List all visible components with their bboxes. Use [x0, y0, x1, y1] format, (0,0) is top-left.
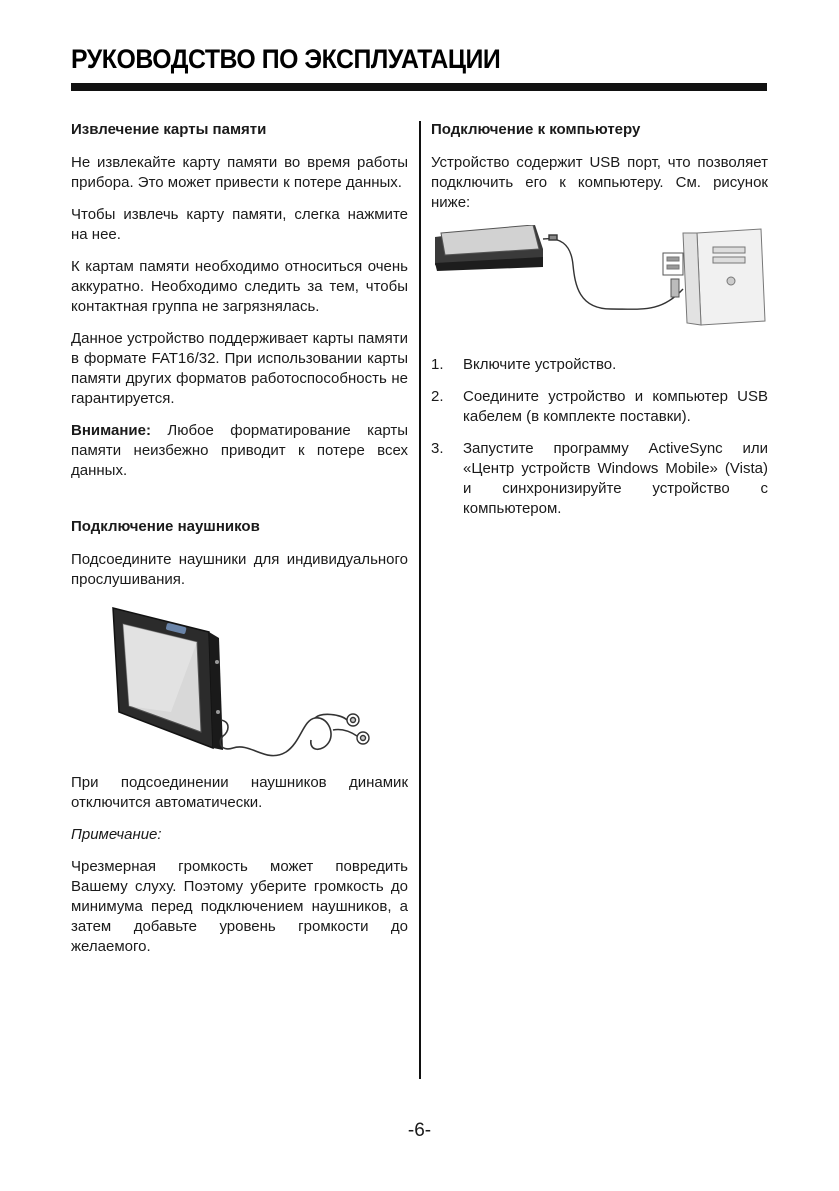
step-number: 1. [431, 356, 444, 373]
step-item [431, 439, 768, 519]
step-text: Запустите программу ActiveSync или «Центр устройств Windows Mobile» (Vista) и синхронизируйте устройство с компьютером. [463, 440, 768, 517]
left-column [71, 120, 408, 969]
page-title: РУКОВОДСТВО ПО ЭКСПЛУАТАЦИИ [71, 44, 501, 74]
headphone-cable-illustration [220, 714, 357, 755]
earbuds-illustration [347, 714, 369, 744]
device-illustration [435, 225, 543, 271]
device-illustration [113, 608, 223, 750]
note-text: Чрезмерная громкость может повредить Вашему слуху. Поэтому уберите громкость до минимума перед подключением наушников, а затем добавьте уровень громкости до желаемого. [71, 858, 408, 955]
memory-card-section [71, 120, 408, 481]
memory-card-paragraph: Не извлекайте карту памяти во время работы прибора. Это может привести к потере данных. [71, 154, 408, 191]
warning-text: Любое форматирование карты памяти неизбежно приводит к потере всех данных. [71, 422, 408, 479]
memory-card-paragraph: К картам памяти необходимо относиться очень аккуратно. Необходимо следить за тем, чтобы контактная группа не загрязнялась. [71, 258, 408, 315]
pc-connection-intro: Устройство содержит USB порт, что позволяет подключить его к компьютеру. См. рисунок ниже: [431, 154, 768, 211]
title-rule [71, 83, 767, 91]
warning-label: Внимание: [71, 422, 151, 439]
headphones-after-figure: При подсоединении наушников динамик отключится автоматически. [71, 774, 408, 811]
right-column [431, 120, 768, 531]
step-item [431, 355, 768, 375]
pc-connection-section [431, 120, 768, 519]
computer-illustration [663, 229, 765, 325]
step-number: 3. [431, 440, 444, 457]
headphones-section [71, 517, 408, 957]
pc-connection-steps [431, 355, 768, 519]
memory-card-heading: Извлечение карты памяти [71, 121, 267, 138]
headphones-figure [71, 602, 408, 767]
memory-card-paragraph: Данное устройство поддерживает карты памяти в формате FAT16/32. При использовании карты памяти других форматов работоспособность не гарантируется. [71, 330, 408, 407]
headphones-heading: Подключение наушников [71, 518, 260, 535]
step-text: Соедините устройство и компьютер USB кабелем (в комплекте поставки). [463, 388, 768, 425]
usb-cable-illustration [543, 235, 683, 309]
step-item [431, 387, 768, 427]
step-text: Включите устройство. [463, 356, 617, 373]
column-divider [419, 121, 421, 1079]
memory-card-paragraph: Чтобы извлечь карту памяти, слегка нажмите на нее. [71, 206, 408, 243]
page-number: -6- [407, 1120, 432, 1141]
memory-card-warning [71, 421, 408, 481]
headphones-intro: Подсоедините наушники для индивидуального прослушивания. [71, 551, 408, 588]
step-number: 2. [431, 388, 444, 405]
note-label: Примечание: [71, 826, 162, 843]
usb-connection-figure [431, 225, 768, 345]
pc-connection-heading: Подключение к компьютеру [431, 121, 641, 138]
